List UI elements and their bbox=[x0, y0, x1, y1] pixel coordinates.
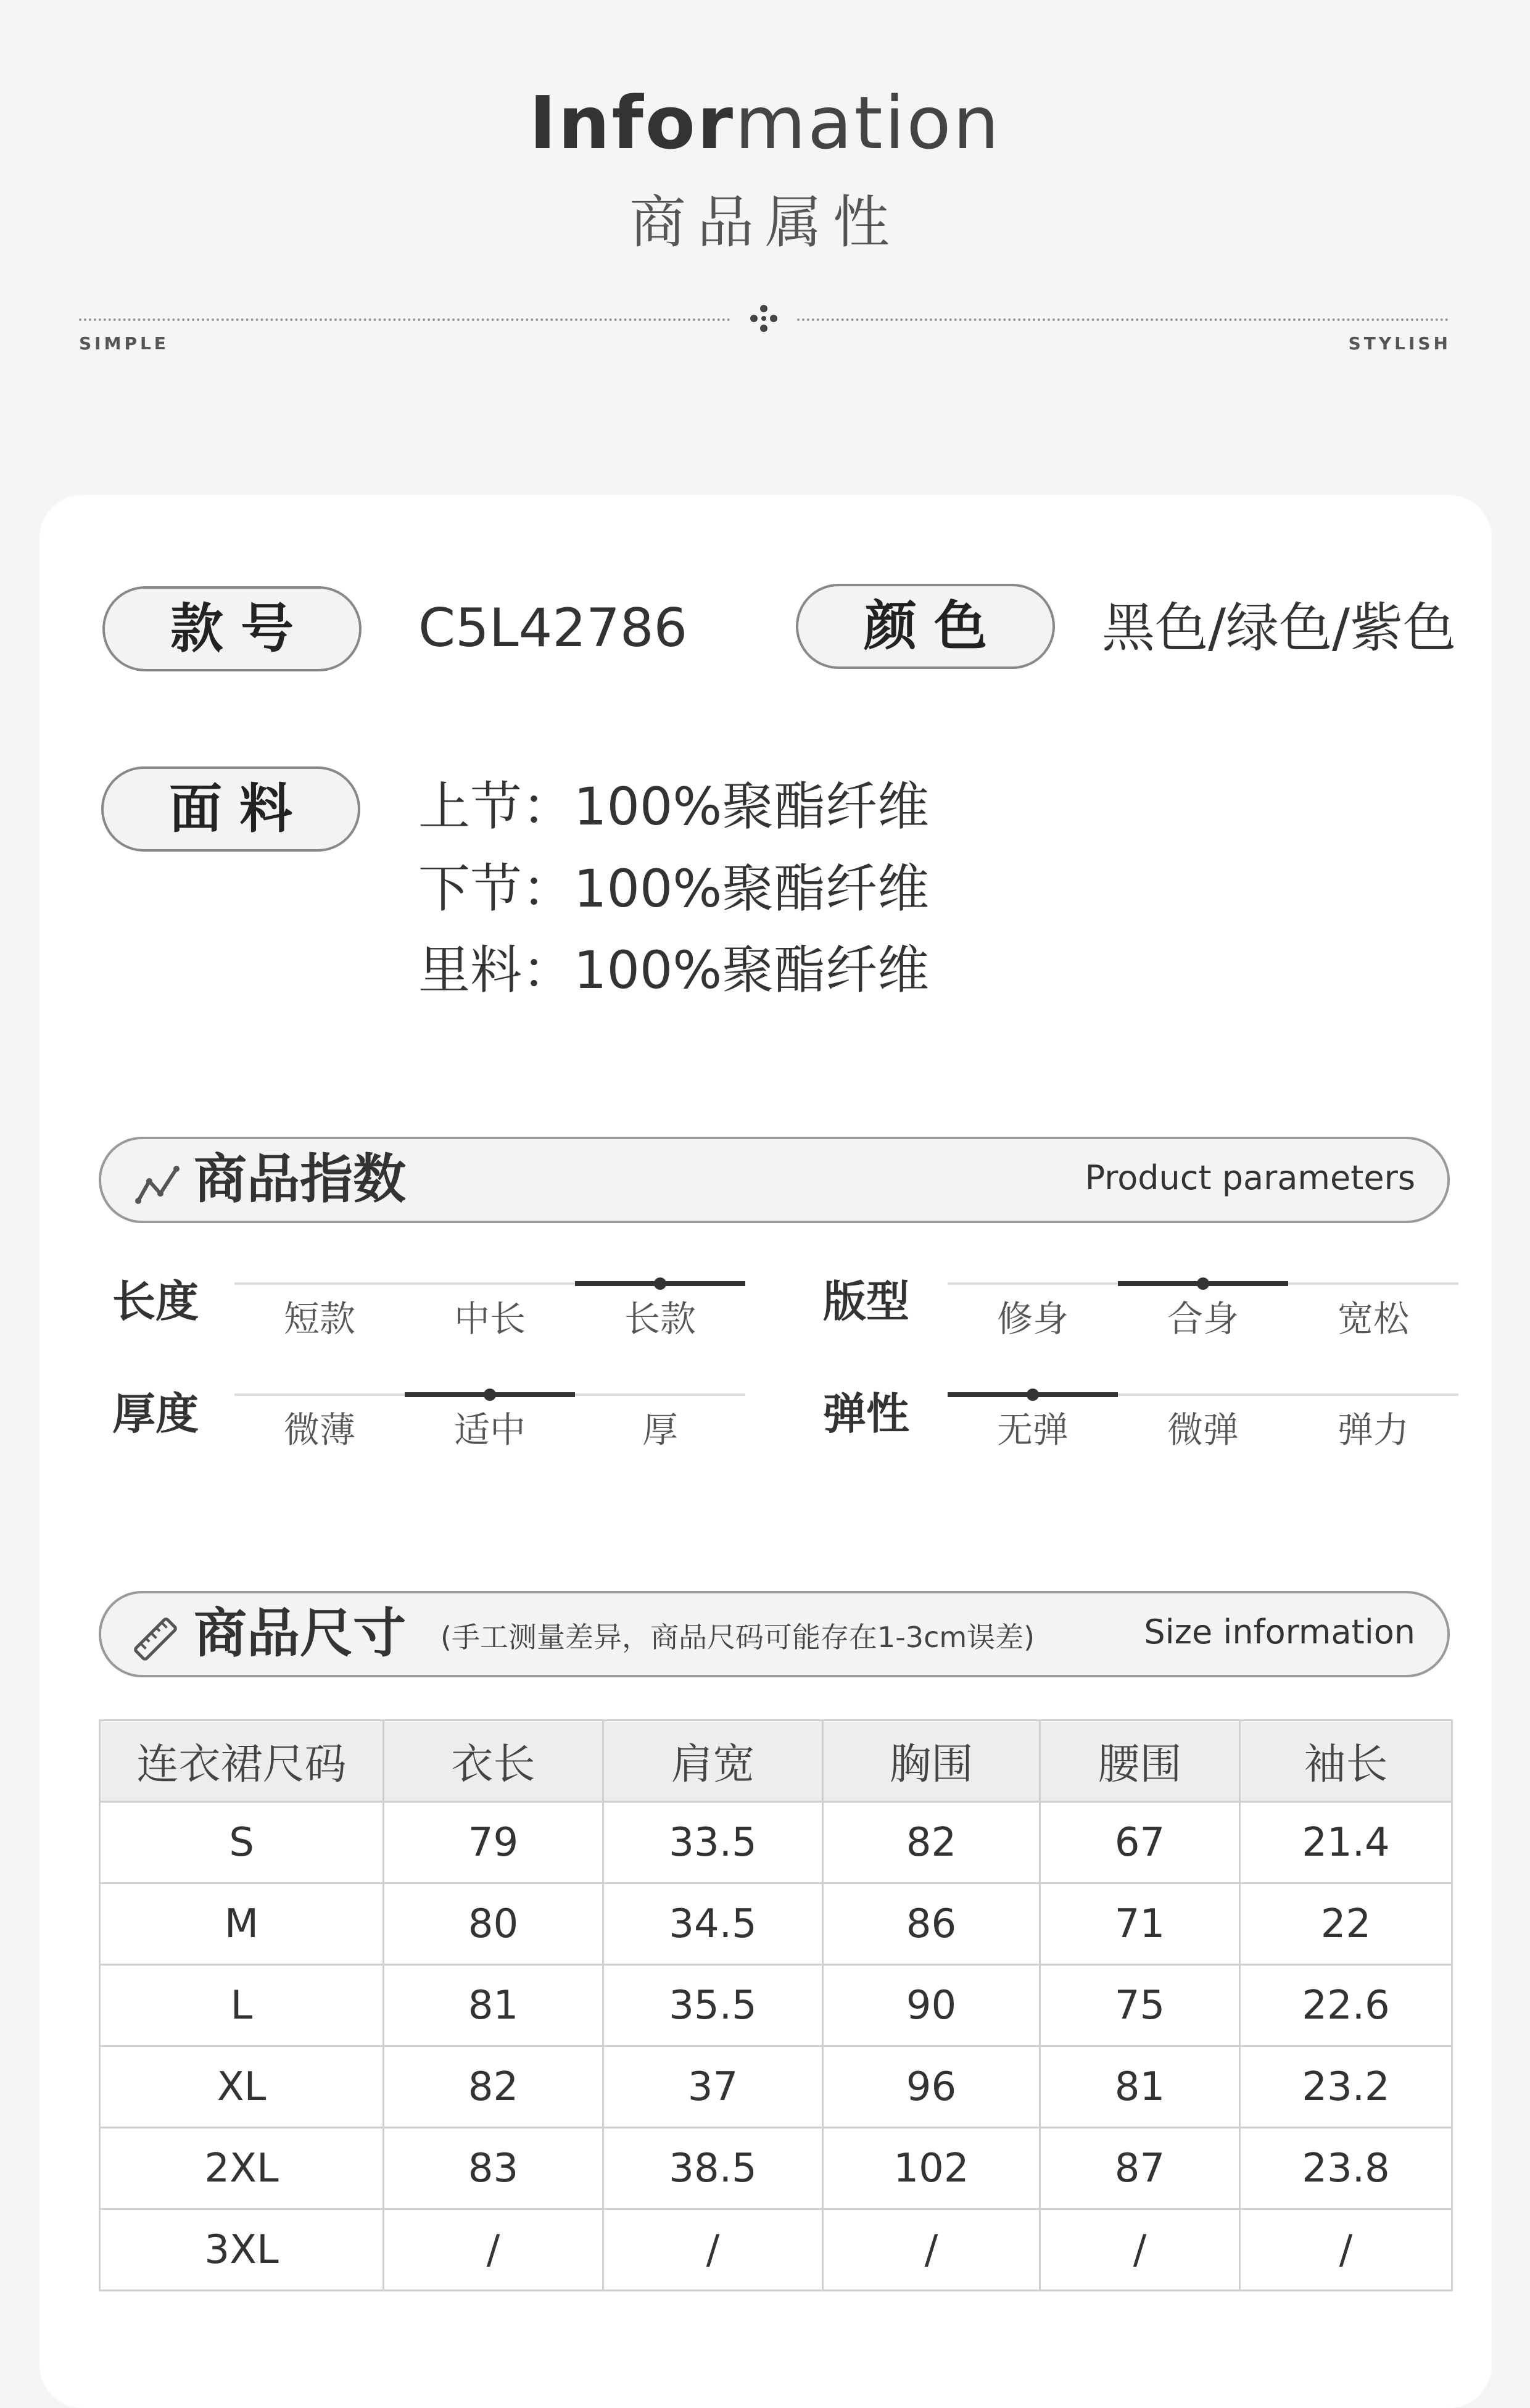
cell-bust: 90 bbox=[823, 1965, 1040, 2046]
line-chart-icon bbox=[133, 1160, 183, 1210]
indicator-label-thickness: 厚度 bbox=[112, 1389, 199, 1439]
cell-size: L bbox=[100, 1965, 384, 2046]
style-number-value: C5L42786 bbox=[418, 597, 688, 659]
indicator-elasticity-option-0: 无弹 bbox=[948, 1393, 1118, 1443]
cell-shoulder: / bbox=[603, 2209, 823, 2291]
fabric-pill: 面料 bbox=[101, 766, 360, 852]
indicator-fit-option-0: 修身 bbox=[948, 1282, 1118, 1332]
header-waist: 腰围 bbox=[1040, 1721, 1240, 1802]
cell-sleeve: 23.8 bbox=[1240, 2128, 1452, 2209]
indicator-thickness-option-2: 厚 bbox=[575, 1393, 745, 1443]
indicator-fit bbox=[948, 1282, 1458, 1338]
cell-shoulder: 35.5 bbox=[603, 1965, 823, 2046]
size-section-en: Size information bbox=[1144, 1613, 1415, 1651]
cell-sleeve: 22.6 bbox=[1240, 1965, 1452, 2046]
indicator-length-option-0: 短款 bbox=[234, 1282, 405, 1332]
title-bold: Infor bbox=[529, 80, 735, 165]
cell-waist: 71 bbox=[1040, 1883, 1240, 1965]
indicator-fit-option-1: 合身 bbox=[1118, 1282, 1288, 1332]
size-section-title: 商品尺寸 bbox=[194, 1603, 406, 1664]
cell-sleeve: 23.2 bbox=[1240, 2046, 1452, 2128]
cell-length: 82 bbox=[384, 2046, 603, 2128]
params-section-title: 商品指数 bbox=[194, 1148, 406, 1210]
page-title bbox=[0, 80, 1530, 165]
simple-label: SIMPLE bbox=[79, 333, 169, 354]
params-section-en: Product parameters bbox=[1085, 1158, 1415, 1197]
indicator-length-option-1: 中长 bbox=[405, 1282, 575, 1332]
indicator-thickness bbox=[234, 1393, 745, 1449]
indicator-fit-option-2: 宽松 bbox=[1288, 1282, 1458, 1332]
fabric-line-lower: 下节：100%聚酯纤维 bbox=[418, 858, 930, 919]
color-value: 黑色/绿色/紫色 bbox=[1102, 597, 1456, 659]
cell-bust: 96 bbox=[823, 2046, 1040, 2128]
cell-waist: 81 bbox=[1040, 2046, 1240, 2128]
cell-sleeve: 21.4 bbox=[1240, 1802, 1452, 1883]
table-row bbox=[100, 1802, 1452, 1883]
params-section-bar bbox=[99, 1137, 1450, 1223]
size-section-bar bbox=[99, 1591, 1450, 1677]
cell-length: 80 bbox=[384, 1883, 603, 1965]
cell-length: / bbox=[384, 2209, 603, 2291]
stylish-label: STYLISH bbox=[1348, 333, 1451, 354]
header-sleeve: 袖长 bbox=[1240, 1721, 1452, 1802]
cell-size: M bbox=[100, 1883, 384, 1965]
cell-bust: 82 bbox=[823, 1802, 1040, 1883]
cell-waist: 75 bbox=[1040, 1965, 1240, 2046]
cell-length: 81 bbox=[384, 1965, 603, 2046]
fabric-line-upper: 上节：100%聚酯纤维 bbox=[418, 776, 930, 837]
cell-shoulder: 38.5 bbox=[603, 2128, 823, 2209]
indicator-thickness-option-0: 微薄 bbox=[234, 1393, 405, 1443]
indicator-label-length: 长度 bbox=[112, 1276, 199, 1327]
fabric-line-lining: 里料：100%聚酯纤维 bbox=[418, 940, 930, 1000]
table-row bbox=[100, 2209, 1452, 2291]
cell-bust: 102 bbox=[823, 2128, 1040, 2209]
table-row bbox=[100, 1883, 1452, 1965]
title-light: mation bbox=[735, 80, 1001, 165]
cell-waist: 67 bbox=[1040, 1802, 1240, 1883]
cell-sleeve: 22 bbox=[1240, 1883, 1452, 1965]
four-dot-cross-icon bbox=[748, 302, 780, 334]
indicator-length-option-2: 长款 bbox=[575, 1282, 745, 1332]
cell-size: 3XL bbox=[100, 2209, 384, 2291]
header-length: 衣长 bbox=[384, 1721, 603, 1802]
cell-shoulder: 33.5 bbox=[603, 1802, 823, 1883]
divider-right bbox=[797, 318, 1449, 321]
style-number-pill: 款号 bbox=[102, 586, 362, 671]
cell-waist: / bbox=[1040, 2209, 1240, 2291]
indicator-length bbox=[234, 1282, 745, 1338]
cell-sleeve: / bbox=[1240, 2209, 1452, 2291]
cell-bust: 86 bbox=[823, 1883, 1040, 1965]
cell-length: 79 bbox=[384, 1802, 603, 1883]
divider-left bbox=[79, 318, 730, 321]
indicator-label-fit: 版型 bbox=[823, 1276, 909, 1327]
indicator-elasticity-option-2: 弹力 bbox=[1288, 1393, 1458, 1443]
cell-size: XL bbox=[100, 2046, 384, 2128]
size-table bbox=[99, 1719, 1453, 2291]
table-row bbox=[100, 2046, 1452, 2128]
size-table-header-row bbox=[100, 1721, 1452, 1802]
cell-waist: 87 bbox=[1040, 2128, 1240, 2209]
cell-size: 2XL bbox=[100, 2128, 384, 2209]
indicator-label-elasticity: 弹性 bbox=[823, 1389, 909, 1439]
cell-size: S bbox=[100, 1802, 384, 1883]
cell-length: 83 bbox=[384, 2128, 603, 2209]
indicator-thickness-option-1: 适中 bbox=[405, 1393, 575, 1443]
header-size: 连衣裙尺码 bbox=[100, 1721, 384, 1802]
indicator-elasticity-option-1: 微弹 bbox=[1118, 1393, 1288, 1443]
table-row bbox=[100, 2128, 1452, 2209]
color-pill: 颜色 bbox=[796, 584, 1055, 669]
indicator-elasticity bbox=[948, 1393, 1458, 1449]
header-shoulder: 肩宽 bbox=[603, 1721, 823, 1802]
ruler-icon bbox=[131, 1614, 180, 1664]
cell-shoulder: 37 bbox=[603, 2046, 823, 2128]
cell-bust: / bbox=[823, 2209, 1040, 2291]
size-section-note: (手工测量差异，商品尺码可能存在1-3cm误差) bbox=[440, 1621, 1035, 1654]
header-bust: 胸围 bbox=[823, 1721, 1040, 1802]
cell-shoulder: 34.5 bbox=[603, 1883, 823, 1965]
page-subtitle: 商品属性 bbox=[629, 189, 901, 255]
table-row bbox=[100, 1965, 1452, 2046]
